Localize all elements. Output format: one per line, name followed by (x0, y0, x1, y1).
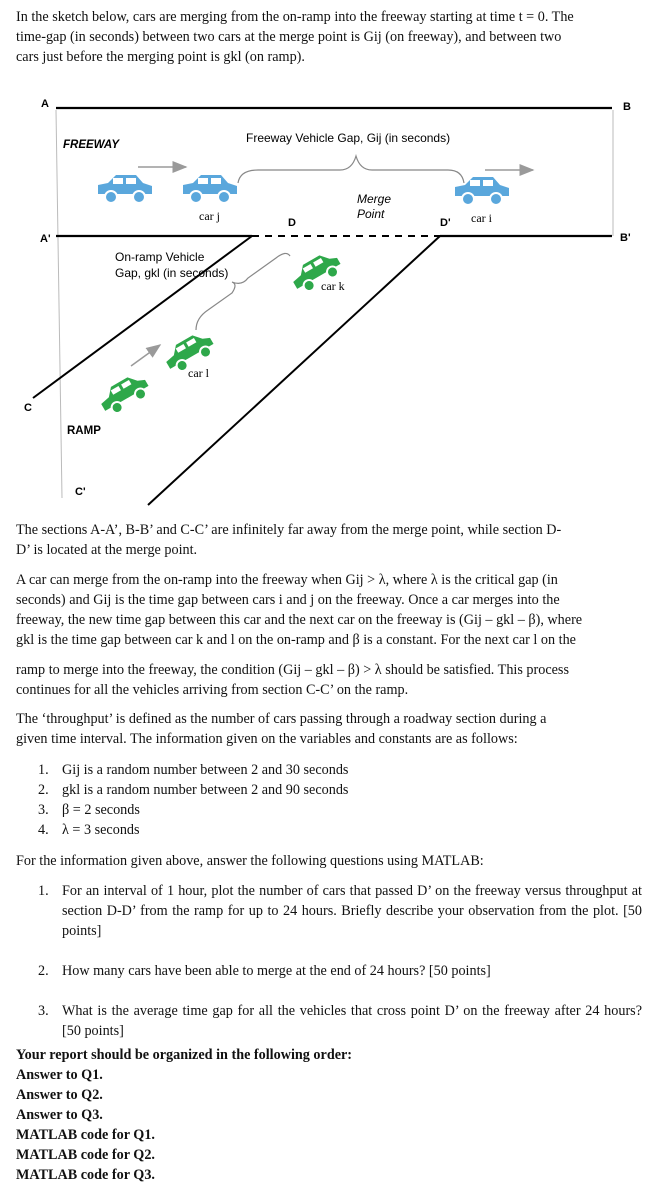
list-item: 2. gkl is a random number between 2 and 90 seconds (38, 782, 349, 798)
list-item: 3. β = 2 seconds (38, 802, 140, 818)
list-item: 4. λ = 3 seconds (38, 822, 140, 838)
question-3: 3. What is the average time gap for all the vehicles that cross point D’ on the freeway after 24 hours? [50 points] (38, 1003, 642, 1039)
report-item: Answer to Q3. (16, 1107, 103, 1123)
intro-line-1: In the sketch below, cars are merging from the on-ramp into the freeway starting at time t = 0. The (16, 9, 574, 25)
label-a: A (41, 98, 49, 110)
merge-diagram (0, 88, 668, 510)
merge-rule-line-4: gkl is the time gap between car k and l on the on-ramp and β is a constant. For the next car l on the (16, 632, 576, 648)
onramp-gap-line1: On-ramp Vehicle (115, 250, 205, 264)
questions-prompt: For the information given above, answer the following questions using MATLAB: (16, 853, 484, 869)
intro-line-3: cars just before the merging point is gkl (on ramp). (16, 49, 305, 65)
report-item: MATLAB code for Q3. (16, 1167, 155, 1183)
merge-point-line2: Point (357, 207, 385, 221)
report-item: Answer to Q1. (16, 1067, 103, 1083)
section-line-a-b (56, 110, 62, 498)
ramp-label: RAMP (67, 425, 101, 437)
car-j-icon (183, 175, 237, 203)
merge-rule-paragraph (16, 570, 642, 700)
freeway-gap-label: Freeway Vehicle Gap, Gij (in seconds) (246, 131, 451, 145)
report-heading: Your report should be organized in the following order: (16, 1047, 353, 1063)
car-l-label: car l (188, 366, 209, 380)
report-item: MATLAB code for Q1. (16, 1127, 155, 1143)
sections-paragraph (16, 520, 642, 560)
list-item: 1. Gij is a random number between 2 and 30 seconds (38, 762, 349, 778)
car-i-label: car i (471, 211, 492, 225)
throughput-line-1: The ‘throughput’ is defined as the number of cars passing through a roadway section during a (16, 711, 547, 727)
label-c-prime: C' (75, 486, 86, 498)
merge-point-line1: Merge (357, 192, 392, 206)
car-j-label: car j (199, 209, 220, 223)
given-values-list (38, 760, 638, 840)
merge-rule-line-6: continues for all the vehicles arriving from section C-C’ on the ramp. (16, 682, 409, 698)
question-1: 1. For an interval of 1 hour, plot the number of cars that passed D’ on the freeway versus throughput at section D-D’ from the ramp for up to 24 hours. Briefly describe your observation from the plot. [50 points] (38, 883, 642, 939)
label-b: B (623, 101, 631, 113)
merge-rule-line-2: seconds) and Gij is the time gap between cars i and j on the freeway. Once a car merges into the (16, 592, 560, 608)
label-c: C (24, 402, 32, 414)
ramp-arrow (131, 345, 160, 366)
intro-line-2: time-gap (in seconds) between two cars at the merge point is Gij (on freeway), and between two (16, 29, 562, 45)
merge-rule-line-1: A car can merge from the on-ramp into the freeway when Gij > λ, where λ is the critical gap (in (16, 572, 558, 588)
freeway-car-left (98, 175, 152, 203)
intro-paragraph (16, 7, 642, 67)
car-k-label: car k (321, 279, 345, 293)
report-order (16, 1045, 352, 1185)
label-d: D (288, 217, 296, 229)
freeway-gap-brace (238, 156, 464, 183)
ramp-car-rear (96, 370, 153, 418)
ramp-gap-brace (196, 253, 290, 330)
sections-line-2: D’ is located at the merge point. (16, 542, 198, 558)
sections-line-1: The sections A-A’, B-B’ and C-C’ are infinitely far away from the merge point, while section D- (16, 522, 562, 538)
throughput-paragraph (16, 709, 642, 749)
merge-rule-line-3: freeway, the new time gap between this car and the next car on the freeway is (Gij – gkl – β), where (16, 612, 583, 628)
onramp-gap-line2: Gap, gkl (in seconds) (115, 266, 229, 280)
merge-rule-line-5: ramp to merge into the freeway, the condition (Gij – gkl – β) > λ should be satisfied. This process (16, 662, 569, 678)
throughput-line-2: given time interval. The information given on the variables and constants are as follows: (16, 731, 518, 747)
label-a-prime: A' (40, 233, 51, 245)
report-item: MATLAB code for Q2. (16, 1147, 155, 1163)
report-item: Answer to Q2. (16, 1087, 103, 1103)
label-b-prime: B' (620, 232, 631, 244)
label-d-prime: D' (440, 217, 451, 229)
question-2: 2. How many cars have been able to merge at the end of 24 hours? [50 points] (38, 963, 491, 979)
freeway-label: FREEWAY (63, 139, 120, 151)
